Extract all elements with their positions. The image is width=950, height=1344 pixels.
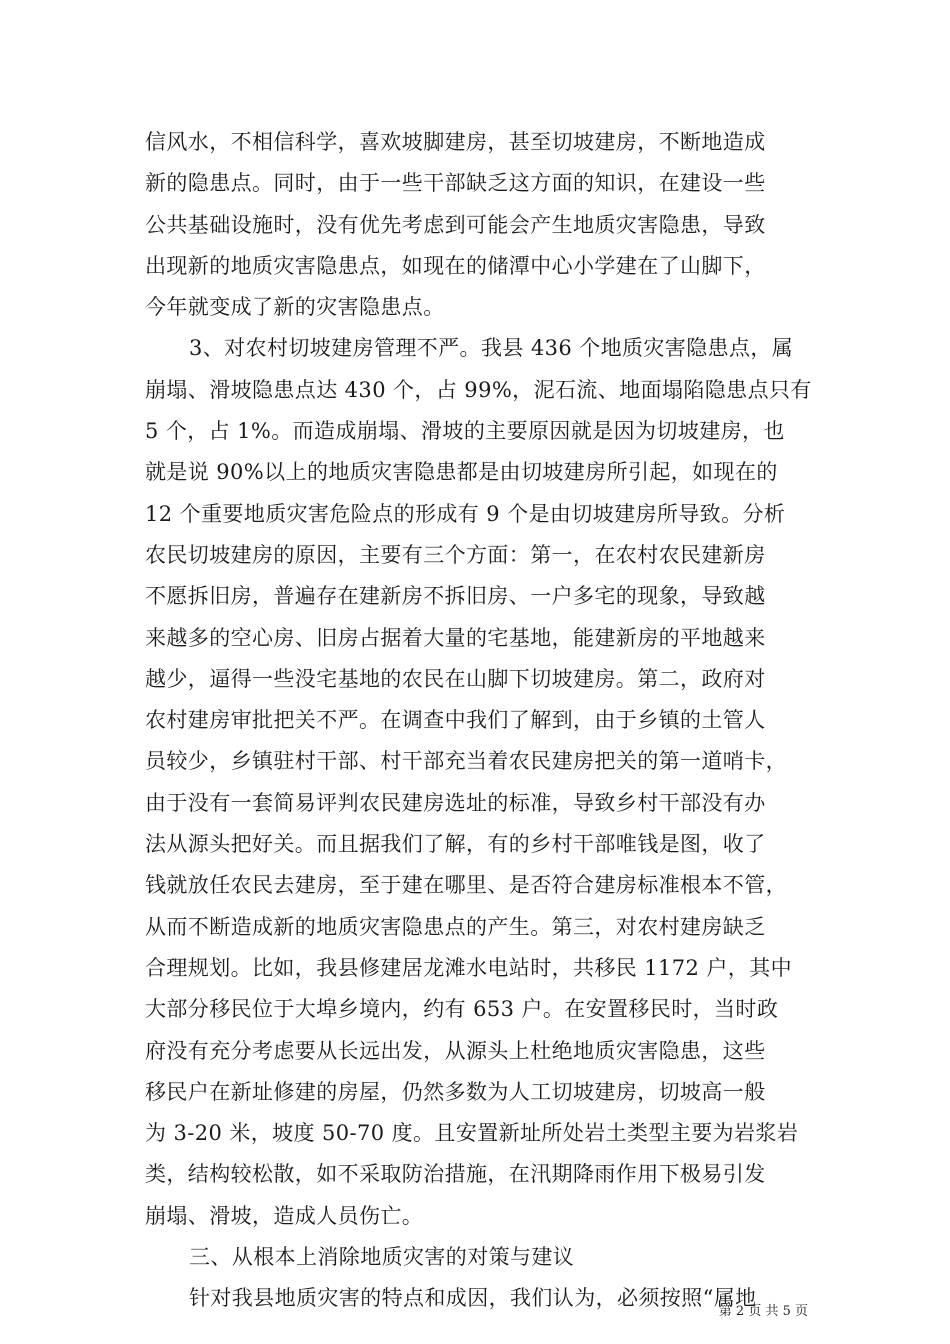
section-heading: 三、从根本上消除地质灾害的对策与建议 — [189, 1245, 575, 1270]
text-line: 崩塌、滑坡，造成人员伤亡。 — [145, 1203, 424, 1228]
text-line: 越少，逼得一些没宅基地的农民在山脚下切坡建房。第二，政府对 — [145, 666, 766, 691]
text-line: 就是说 90%以上的地质灾害隐患都是由切坡建房所引起，如现在的 — [145, 460, 778, 485]
text-line: 法从源头把好关。而且据我们了解，有的乡村干部唯钱是图，收了 — [145, 832, 766, 857]
text-line: 由于没有一套简易评判农民建房选址的标准，导致乡村干部没有办 — [145, 790, 766, 815]
text-line: 新的隐患点。同时，由于一些干部缺乏这方面的知识，在建设一些 — [145, 171, 766, 196]
text-line: 5 个，占 1%。而造成崩塌、滑坡的主要原因就是因为切坡建房，也 — [145, 419, 785, 444]
text-line: 崩塌、滑坡隐患点达 430 个，占 99%，泥石流、地面塌陷隐患点只有 — [145, 377, 812, 402]
text-line: 大部分移民位于大埠乡境内，约有 653 户。在安置移民时，当时政 — [145, 997, 779, 1022]
text-line: 为 3-20 米，坡度 50-70 度。且安置新址所处岩土类型主要为岩浆岩 — [145, 1121, 799, 1146]
text-line: 农村建房审批把关不严。在调查中我们了解到，由于乡镇的土管人 — [145, 708, 766, 733]
text-line: 信风水，不相信科学，喜欢坡脚建房，甚至切坡建房，不断地造成 — [145, 130, 766, 154]
text-line: 府没有充分考虑要从长远出发，从源头上杜绝地质灾害隐患，这些 — [145, 1038, 766, 1063]
text-line: 钱就放任农民去建房，至于建在哪里、是否符合建房标准根本不管， — [145, 873, 787, 898]
text-line: 出现新的地质灾害隐患点，如现在的储潭中心小学建在了山脚下， — [145, 253, 766, 278]
text-line: 公共基础设施时，没有优先考虑到可能会产生地质灾害隐患，导致 — [145, 212, 766, 237]
text-line: 员较少，乡镇驻村干部、村干部充当着农民建房把关的第一道哨卡， — [145, 749, 787, 774]
text-line: 不愿拆旧房，普遍存在建新房不拆旧房、一户多宅的现象，导致越 — [145, 584, 766, 609]
text-line: 移民户在新址修建的房屋，仍然多数为人工切坡建房，切坡高一般 — [145, 1079, 766, 1104]
page-number: 第 2 页 共 5 页 — [718, 1304, 808, 1319]
text-line: 从而不断造成新的地质灾害隐患点的产生。第三，对农村建房缺乏 — [145, 914, 766, 939]
text-line: 类，结构较松散，如不采取防治措施，在汛期降雨作用下极易引发 — [145, 1162, 766, 1187]
text-line: 合理规划。比如，我县修建居龙滩水电站时，共移民 1172 户，其中 — [145, 955, 792, 980]
paragraph-start-line: 针对我县地质灾害的特点和成因，我们认为，必须按照“属地 — [189, 1286, 757, 1311]
text-line: 12 个重要地质灾害危险点的形成有 9 个是由切坡建房所导致。分析 — [145, 501, 786, 526]
body-text — [145, 122, 825, 1320]
text-line: 农民切坡建房的原因，主要有三个方面：第一，在农村农民建新房 — [145, 542, 766, 567]
text-line: 来越多的空心房、旧房占据着大量的宅基地，能建新房的平地越来 — [145, 625, 766, 650]
paragraph-start-line: 3、对农村切坡建房管理不严。我县 436 个地质灾害隐患点，属 — [189, 336, 794, 361]
text-line: 今年就变成了新的灾害隐患点。 — [145, 295, 445, 320]
